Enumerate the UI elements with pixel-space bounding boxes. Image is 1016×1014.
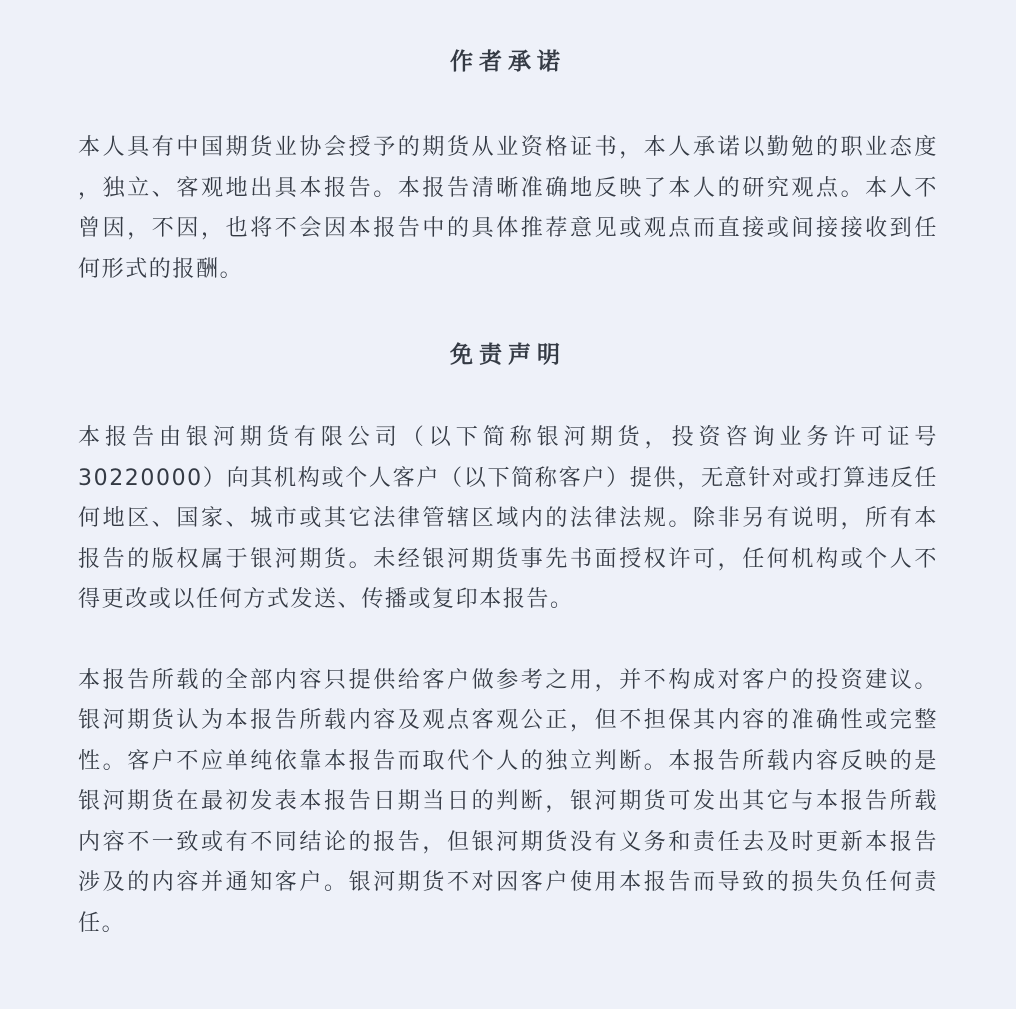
text-line: 得更改或以任何方式发送、传播或复印本报告。 — [78, 587, 574, 612]
bottom-edge-strip — [0, 1009, 1016, 1014]
disclaimer-paragraph-1 — [78, 418, 938, 621]
text-line: ，独立、客观地出具本报告。本报告清晰准确地反映了本人的研究观点。本人不 — [78, 175, 938, 201]
text-line: 曾因，不因，也将不会因本报告中的具体推荐意见或观点而直接或间接接收到任 — [78, 216, 938, 241]
disclaimer-section — [78, 339, 938, 944]
text-line: 内容不一致或有不同结论的报告，但银河期货没有义务和责任去及时更新本报告 — [78, 829, 938, 855]
text-line: 本报告所载的全部内容只提供给客户做参考之用，并不构成对客户的投资建议。 — [78, 667, 938, 693]
disclaimer-paragraph-2 — [78, 661, 938, 945]
text-line: 任。 — [78, 910, 126, 936]
author-commitment-title: 作者承诺 — [450, 49, 566, 75]
author-commitment-section — [78, 46, 938, 290]
disclaimer-title: 免责声明 — [450, 342, 566, 368]
text-line: 涉及的内容并通知客户。银河期货不对因客户使用本报告而导致的损失负任何责 — [78, 870, 938, 895]
text-line: 本报告由银河期货有限公司（以下简称银河期货，投资咨询业务许可证号 — [78, 425, 938, 450]
text-line: 性。客户不应单纯依靠本报告而取代个人的独立判断。本报告所载内容反映的是 — [78, 748, 938, 774]
text-line: 30220000）向其机构或个人客户（以下简称客户）提供，无意针对或打算违反任 — [78, 465, 938, 491]
text-line: 本人具有中国期货业协会授予的期货从业资格证书，本人承诺以勤勉的职业态度 — [78, 135, 938, 160]
text-line: 报告的版权属于银河期货。未经银河期货事先书面授权许可，任何机构或个人不 — [78, 546, 938, 572]
text-line: 银河期货在最初发表本报告日期当日的判断，银河期货可发出其它与本报告所载 — [78, 789, 938, 814]
author-commitment-paragraph — [78, 128, 938, 290]
text-line: 何地区、国家、城市或其它法律管辖区域内的法律法规。除非另有说明，所有本 — [78, 506, 938, 531]
text-line: 何形式的报酬。 — [78, 256, 244, 282]
text-line: 银河期货认为本报告所载内容及观点客观公正，但不担保其内容的准确性或完整 — [78, 708, 938, 733]
